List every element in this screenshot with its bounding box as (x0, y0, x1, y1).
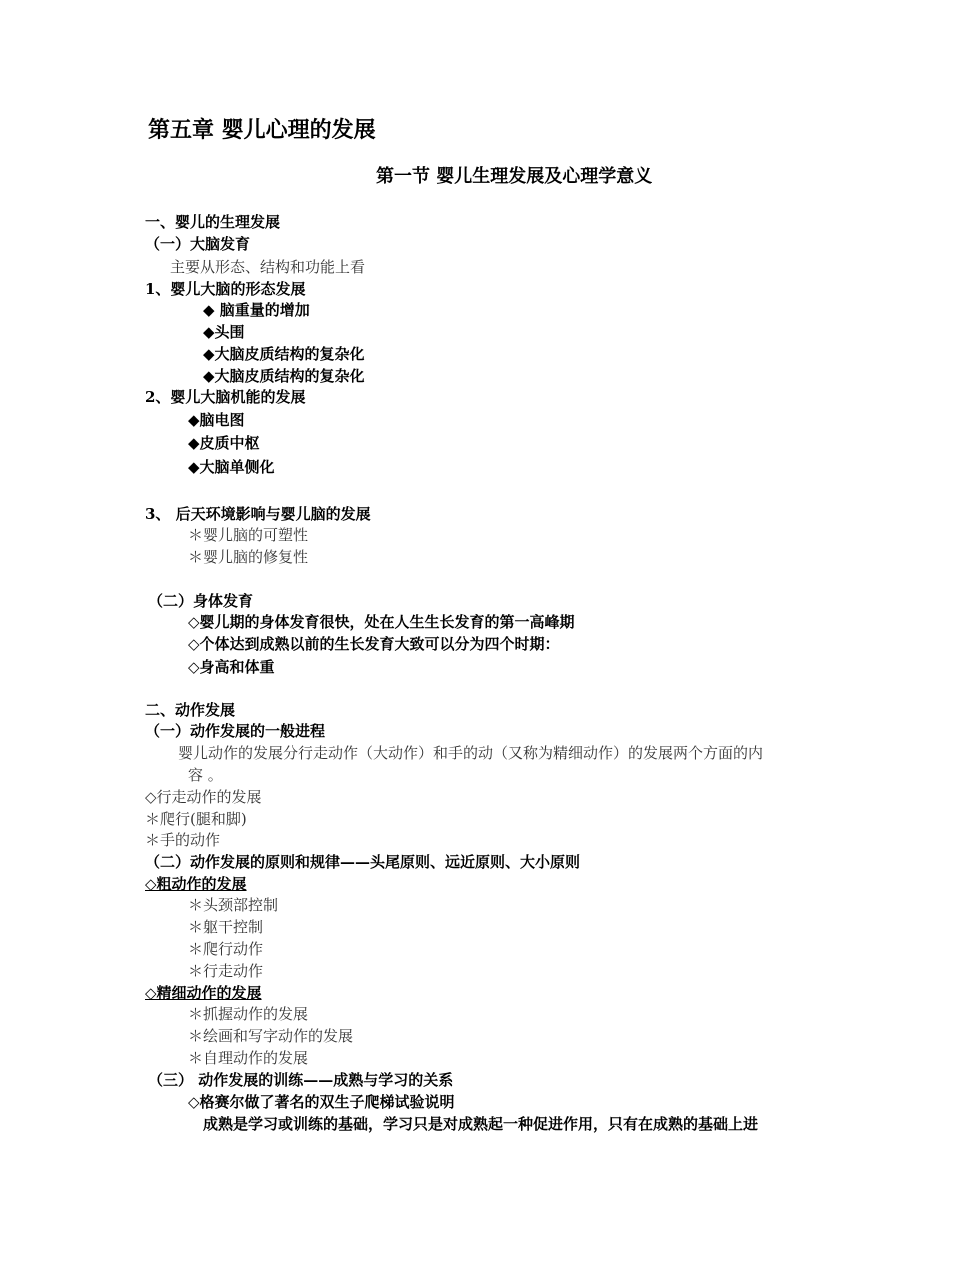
subheading: （二）身体发育 (148, 592, 254, 610)
list-item: ＊手的动作 (145, 831, 221, 849)
body-text: 婴儿动作的发展分行走动作（大动作）和手的动（又称为精细动作）的发展两个方面的内 (178, 744, 764, 762)
bullet-item: ◆大脑皮质结构的复杂化 (203, 345, 365, 363)
diamond-item: ◇行走动作的发展 (145, 788, 262, 806)
list-item: ＊头颈部控制 (188, 896, 279, 914)
bullet-item: ◆大脑单侧化 (188, 458, 275, 476)
section-title: 第一节 婴儿生理发展及心理学意义 (376, 166, 653, 187)
diamond-item: ◇个体达到成熟以前的生长发育大致可以分为四个时期： (188, 635, 560, 653)
bullet-item: ◆ 脑重量的增加 (203, 301, 310, 319)
subheading: （一）大脑发育 (145, 235, 251, 253)
list-item: ＊抓握动作的发展 (188, 1005, 309, 1023)
subheading: （一）动作发展的一般进程 (145, 722, 326, 740)
list-item: ＊躯干控制 (188, 918, 264, 936)
body-text-continued: 容 。 (188, 766, 223, 784)
body-text: 主要从形态、结构和功能上看 (170, 258, 366, 276)
numbered-heading: 3、 后天环境影响与婴儿脑的发展 (145, 505, 371, 523)
heading-1: 一、婴儿的生理发展 (145, 213, 281, 231)
heading-2: 二、动作发展 (145, 701, 236, 719)
body-text: 成熟是学习或训练的基础，学习只是对成熟起一种促进作用，只有在成熟的基础上进 (203, 1115, 759, 1133)
bullet-item: ◆皮质中枢 (188, 434, 260, 452)
list-item: ＊婴儿脑的可塑性 (188, 526, 309, 544)
list-item: ＊爬行动作 (188, 940, 264, 958)
diamond-item: ◇婴儿期的身体发育很快，处在人生生长发育的第一高峰期 (188, 613, 575, 631)
numbered-heading: 1、婴儿大脑的形态发展 (145, 280, 306, 298)
subheading: （三） 动作发展的训练——成熟与学习的关系 (148, 1071, 454, 1089)
bullet-item: ◆脑电图 (188, 411, 245, 429)
bullet-item: ◆头围 (203, 323, 245, 341)
bullet-item: ◆大脑皮质结构的复杂化 (203, 367, 365, 385)
list-item: ＊自理动作的发展 (188, 1049, 309, 1067)
list-item: ＊爬行(腿和脚) (145, 810, 247, 828)
list-item: ＊婴儿脑的修复性 (188, 548, 309, 566)
diamond-item: ◇身高和体重 (188, 658, 275, 676)
chapter-title: 第五章 婴儿心理的发展 (148, 117, 376, 143)
list-item: ＊绘画和写字动作的发展 (188, 1027, 354, 1045)
underlined-heading: ◇精细动作的发展 (145, 984, 262, 1002)
underlined-heading: ◇粗动作的发展 (145, 875, 247, 893)
numbered-heading: 2、婴儿大脑机能的发展 (145, 388, 306, 406)
list-item: ＊行走动作 (188, 962, 264, 980)
diamond-item: ◇格赛尔做了著名的双生子爬梯试验说明 (188, 1093, 455, 1111)
subheading: （二）动作发展的原则和规律——头尾原则、远近原则、大小原则 (145, 853, 581, 871)
